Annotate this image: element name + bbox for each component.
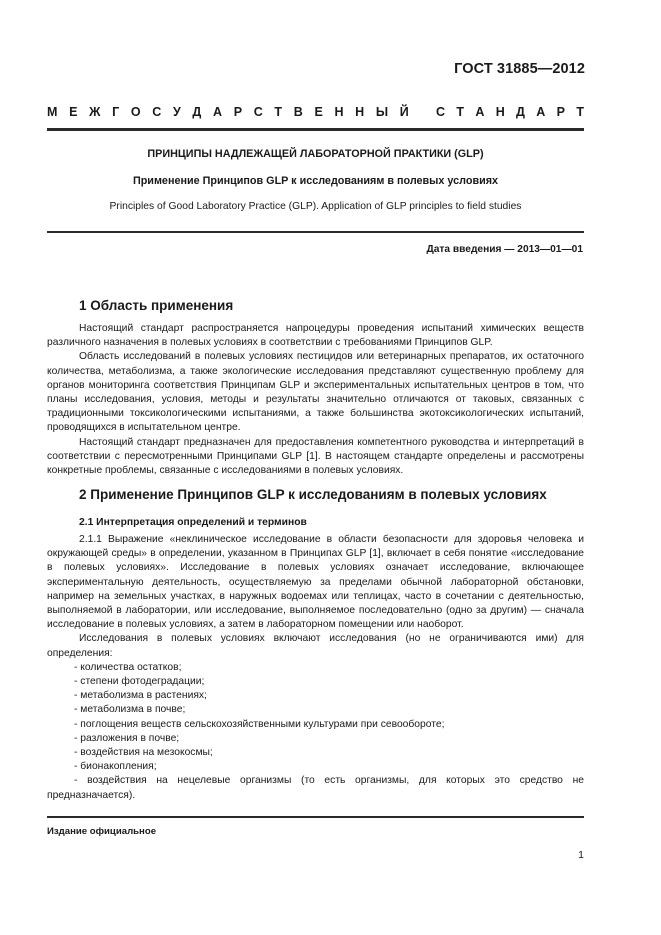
banner-letter: Р bbox=[556, 105, 565, 119]
banner-letter: У bbox=[172, 105, 181, 119]
list-item: - поглощения веществ сельскохозяйственными культурами при севообороте; bbox=[74, 718, 445, 730]
banner-letter: С bbox=[152, 105, 162, 119]
list-item: - количества остатков; bbox=[74, 661, 182, 673]
section-1-body bbox=[47, 322, 584, 478]
paragraph: Область исследований в полевых условиях пестицидов или ветеринарных препаратов, их остаточного количества, метаболизма, а также экологические исследования представляют существенную проблему для органов мониторинга соответствия Принципам GLP и экспериментальных испытательных центров в том, что планы исследования, условия, методы и результаты значительно отличаются от таковых, связанных с традиционными токсикологическими испытаниями, а также большинства экотоксикологических испытаний, проводящихся в испытательном центре. bbox=[47, 351, 584, 434]
banner-letter: Ы bbox=[375, 105, 389, 119]
banner-letter: Д bbox=[192, 105, 202, 119]
title-divider bbox=[47, 231, 584, 233]
interstate-standard-banner bbox=[47, 105, 584, 119]
official-edition-label: Издание официальное bbox=[47, 826, 157, 837]
list-item: - разложения в почве; bbox=[74, 732, 180, 744]
list-item: - метаболизма в почве; bbox=[74, 704, 186, 716]
list-item: - воздействия на нецелевые организмы (то есть организмы, для которых это средство не предназначается). bbox=[47, 775, 584, 801]
banner-letter: С bbox=[436, 105, 446, 119]
banner-letter: Т bbox=[576, 105, 584, 119]
banner-letter: Т bbox=[456, 105, 464, 119]
paragraph: Настоящий стандарт предназначен для предоставления компетентного руководства и интерпретаций в соответствии с пересмотренными Принципами GLP [1]. В настоящем стандарте определены и рассмотрены конкретные проблемы, связанные с исследованиями в полевых условиях. bbox=[47, 436, 584, 477]
paragraph: Исследования в полевых условиях включают исследования (но не ограничиваются ими) для определения: bbox=[47, 633, 584, 659]
banner-letter: А bbox=[475, 105, 485, 119]
banner-letter: Е bbox=[69, 105, 78, 119]
banner-letter: Й bbox=[399, 105, 409, 119]
banner-letter: Е bbox=[314, 105, 323, 119]
banner-letter: С bbox=[253, 105, 263, 119]
banner-word-interstate bbox=[47, 105, 409, 119]
subsection-2-1-heading: 2.1 Интерпретация определений и терминов bbox=[79, 517, 307, 528]
field-study-list bbox=[47, 661, 584, 803]
banner-letter: Н bbox=[495, 105, 505, 119]
document-title-english: Principles of Good Laboratory Practice (GLP). Application of GLP principles to field studies bbox=[109, 201, 522, 212]
banner-letter: Д bbox=[516, 105, 525, 119]
banner-letter: Ж bbox=[89, 105, 101, 119]
footer-divider bbox=[47, 816, 584, 818]
document-title: ПРИНЦИПЫ НАДЛЕЖАЩЕЙ ЛАБОРАТОРНОЙ ПРАКТИКИ (GLP) bbox=[147, 148, 484, 160]
section-1-heading: 1 Область применения bbox=[79, 298, 234, 313]
banner-letter: В bbox=[293, 105, 303, 119]
banner-letter: М bbox=[47, 105, 58, 119]
paragraph: Настоящий стандарт распространяется напроцедуры проведения испытаний химических веществ различного назначения в полевых условиях в соответствии с требованиями Принципов GLP. bbox=[47, 323, 584, 349]
section-2-heading: 2 Применение Принципов GLP к исследованиям в полевых условиях bbox=[79, 487, 547, 502]
list-item: - метаболизма в растениях; bbox=[74, 690, 207, 702]
banner-letter: Г bbox=[112, 105, 120, 119]
banner-letter: Р bbox=[233, 105, 243, 119]
document-subtitle: Применение Принципов GLP к исследованиям в полевых условиях bbox=[132, 175, 499, 187]
banner-letter: Т bbox=[274, 105, 283, 119]
banner-letter: А bbox=[213, 105, 223, 119]
list-item: - степени фотодеградации; bbox=[74, 676, 205, 688]
paragraph: 2.1.1 Выражение «неклиническое исследование в области безопасности для здоровья человека и окружающей среды» в определении, указанном в Принципах GLP [1], включает в себя понятие «исследование в полевых условиях». Исследование в полевых условиях означает исследование, включающее экспериментальную деятельность, осуществляемую за пределами обычной лабораторной обстановки, например на земельных участках, в наружных водоемах или теплицах, часто в сочетании с деятельностью, выполняемой в лаборатории, или исследование, выполняемое последовательно (одно за другим) — сначала исследование в полевых условиях, а затем в лабораторном помещении или наоборот. bbox=[47, 534, 584, 631]
list-item: - бионакопления; bbox=[74, 761, 157, 773]
banner-letter: Н bbox=[334, 105, 344, 119]
page-number: 1 bbox=[578, 849, 584, 861]
standard-code: ГОСТ 31885—2012 bbox=[454, 61, 585, 77]
list-item: - воздействия на мезокосмы; bbox=[74, 747, 213, 759]
banner-word-standard bbox=[436, 105, 584, 119]
banner-letter: А bbox=[536, 105, 546, 119]
header-divider bbox=[47, 128, 584, 131]
intro-date: Дата введения — 2013—01—01 bbox=[426, 244, 583, 255]
banner-letter: Н bbox=[355, 105, 365, 119]
section-2-body bbox=[47, 533, 584, 803]
banner-letter: О bbox=[130, 105, 141, 119]
